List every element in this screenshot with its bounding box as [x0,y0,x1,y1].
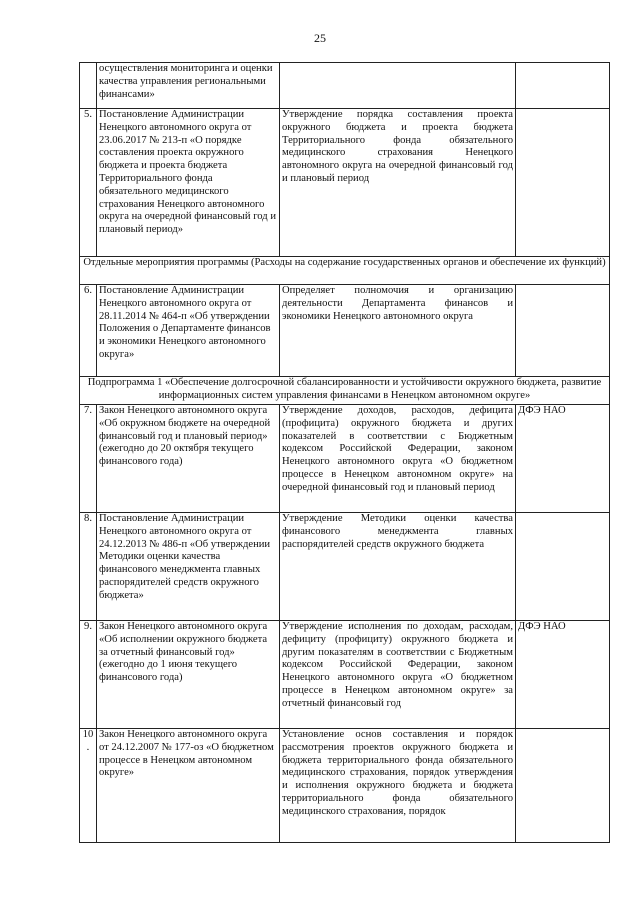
document-cell: Постановление Администрации Ненецкого автономного округа от 28.11.2014 № 464-п «Об утверждении Положения о Департаменте финансов и экономики Ненецкого автономного округа» [97,285,280,377]
row-number: 6. [80,285,97,377]
table-row [80,405,610,513]
document-cell: Закон Ненецкого автономного округа от 24.12.2007 № 177-оз «О бюджетном процессе в Ненецком автономном округе» [97,729,280,843]
table-row [80,109,610,257]
table-row [80,63,610,109]
row-number: 7. [80,405,97,513]
purpose-cell: Утверждение исполнения по доходам, расходам, дефициту (профициту) окружного бюджета и другим показателям в соответствии с Бюджетным кодексом Российской Федерации, законом Ненецкого автономного округа «О бюджетном процессе в Ненецком автономном округе» за отчетный финансовый год [280,621,516,729]
table-row [80,513,610,621]
purpose-cell: Установление основ составления и порядок рассмотрения проектов окружного бюджета и бюджета территориального фонда обязательного медицинского страхования, порядок утверждения и исполнения окружного бюджета и бюджета территориального фонда обязательного медицинского страхования, порядок [280,729,516,843]
section-header-row [80,257,610,285]
document-cell: Постановление Администрации Ненецкого автономного округа от 24.12.2013 № 486-п «Об утверждении Методики оценки качества финансового менеджмента главных распорядителей средств окружного бюджета» [97,513,280,621]
row-number: 9. [80,621,97,729]
document-cell: Закон Ненецкого автономного округа «Об исполнении окружного бюджета за отчетный финансовый год» (ежегодно до 1 июня текущего финансового года) [97,621,280,729]
legal-acts-table [79,62,610,843]
purpose-cell: Утверждение доходов, расходов, дефицита (профицита) окружного бюджета и других показателей в соответствии с Бюджетным кодексом Российской Федерации, законом Ненецкого автономного округа «О бюджетном процессе в Ненецком автономном округе» на очередной финансовый год и плановый период [280,405,516,513]
page-number: 25 [314,31,326,45]
section-title: Отдельные мероприятия программы (Расходы на содержание государственных органов и обеспечение их функций) [80,257,610,285]
row-number: 5. [80,109,97,257]
purpose-cell: Утверждение Методики оценки качества финансового менеджмента главных распорядителей средств окружного бюджета [280,513,516,621]
document-cell: Постановление Администрации Ненецкого автономного округа от 23.06.2017 № 213-п «О порядке составления проекта окружного бюджета и проекта бюджета Территориального фонда обязательного медицинского страхования Ненецкого автономного округа на очередной финансовый год и плановый период» [97,109,280,257]
responsible-cell [516,513,610,621]
row-number: 10. [80,729,97,843]
responsible-cell [516,109,610,257]
responsible-cell [516,285,610,377]
section-header-row [80,377,610,405]
responsible-cell: ДФЭ НАО [516,405,610,513]
row-number [80,63,97,109]
purpose-cell [280,63,516,109]
row-number: 8. [80,513,97,621]
responsible-cell [516,63,610,109]
responsible-cell [516,729,610,843]
purpose-cell: Определяет полномочия и организацию деятельности Департамента финансов и экономики Ненецкого автономного округа [280,285,516,377]
table-row [80,285,610,377]
document-cell: осуществления мониторинга и оценки качества управления региональными финансами» [97,63,280,109]
table-row [80,729,610,843]
table-row [80,621,610,729]
section-title: Подпрограмма 1 «Обеспечение долгосрочной сбалансированности и устойчивости окружного бюджета, развитие информационных систем управления финансами в Ненецком автономном округе» [80,377,610,405]
purpose-cell: Утверждение порядка составления проекта окружного бюджета и проекта бюджета Территориального фонда обязательного медицинского страхования Ненецкого автономного округа на очередной финансовый год и плановый период [280,109,516,257]
responsible-cell: ДФЭ НАО [516,621,610,729]
document-cell: Закон Ненецкого автономного округа «Об окружном бюджете на очередной финансовый год и плановый период» (ежегодно до 20 октября текущего финансового года) [97,405,280,513]
